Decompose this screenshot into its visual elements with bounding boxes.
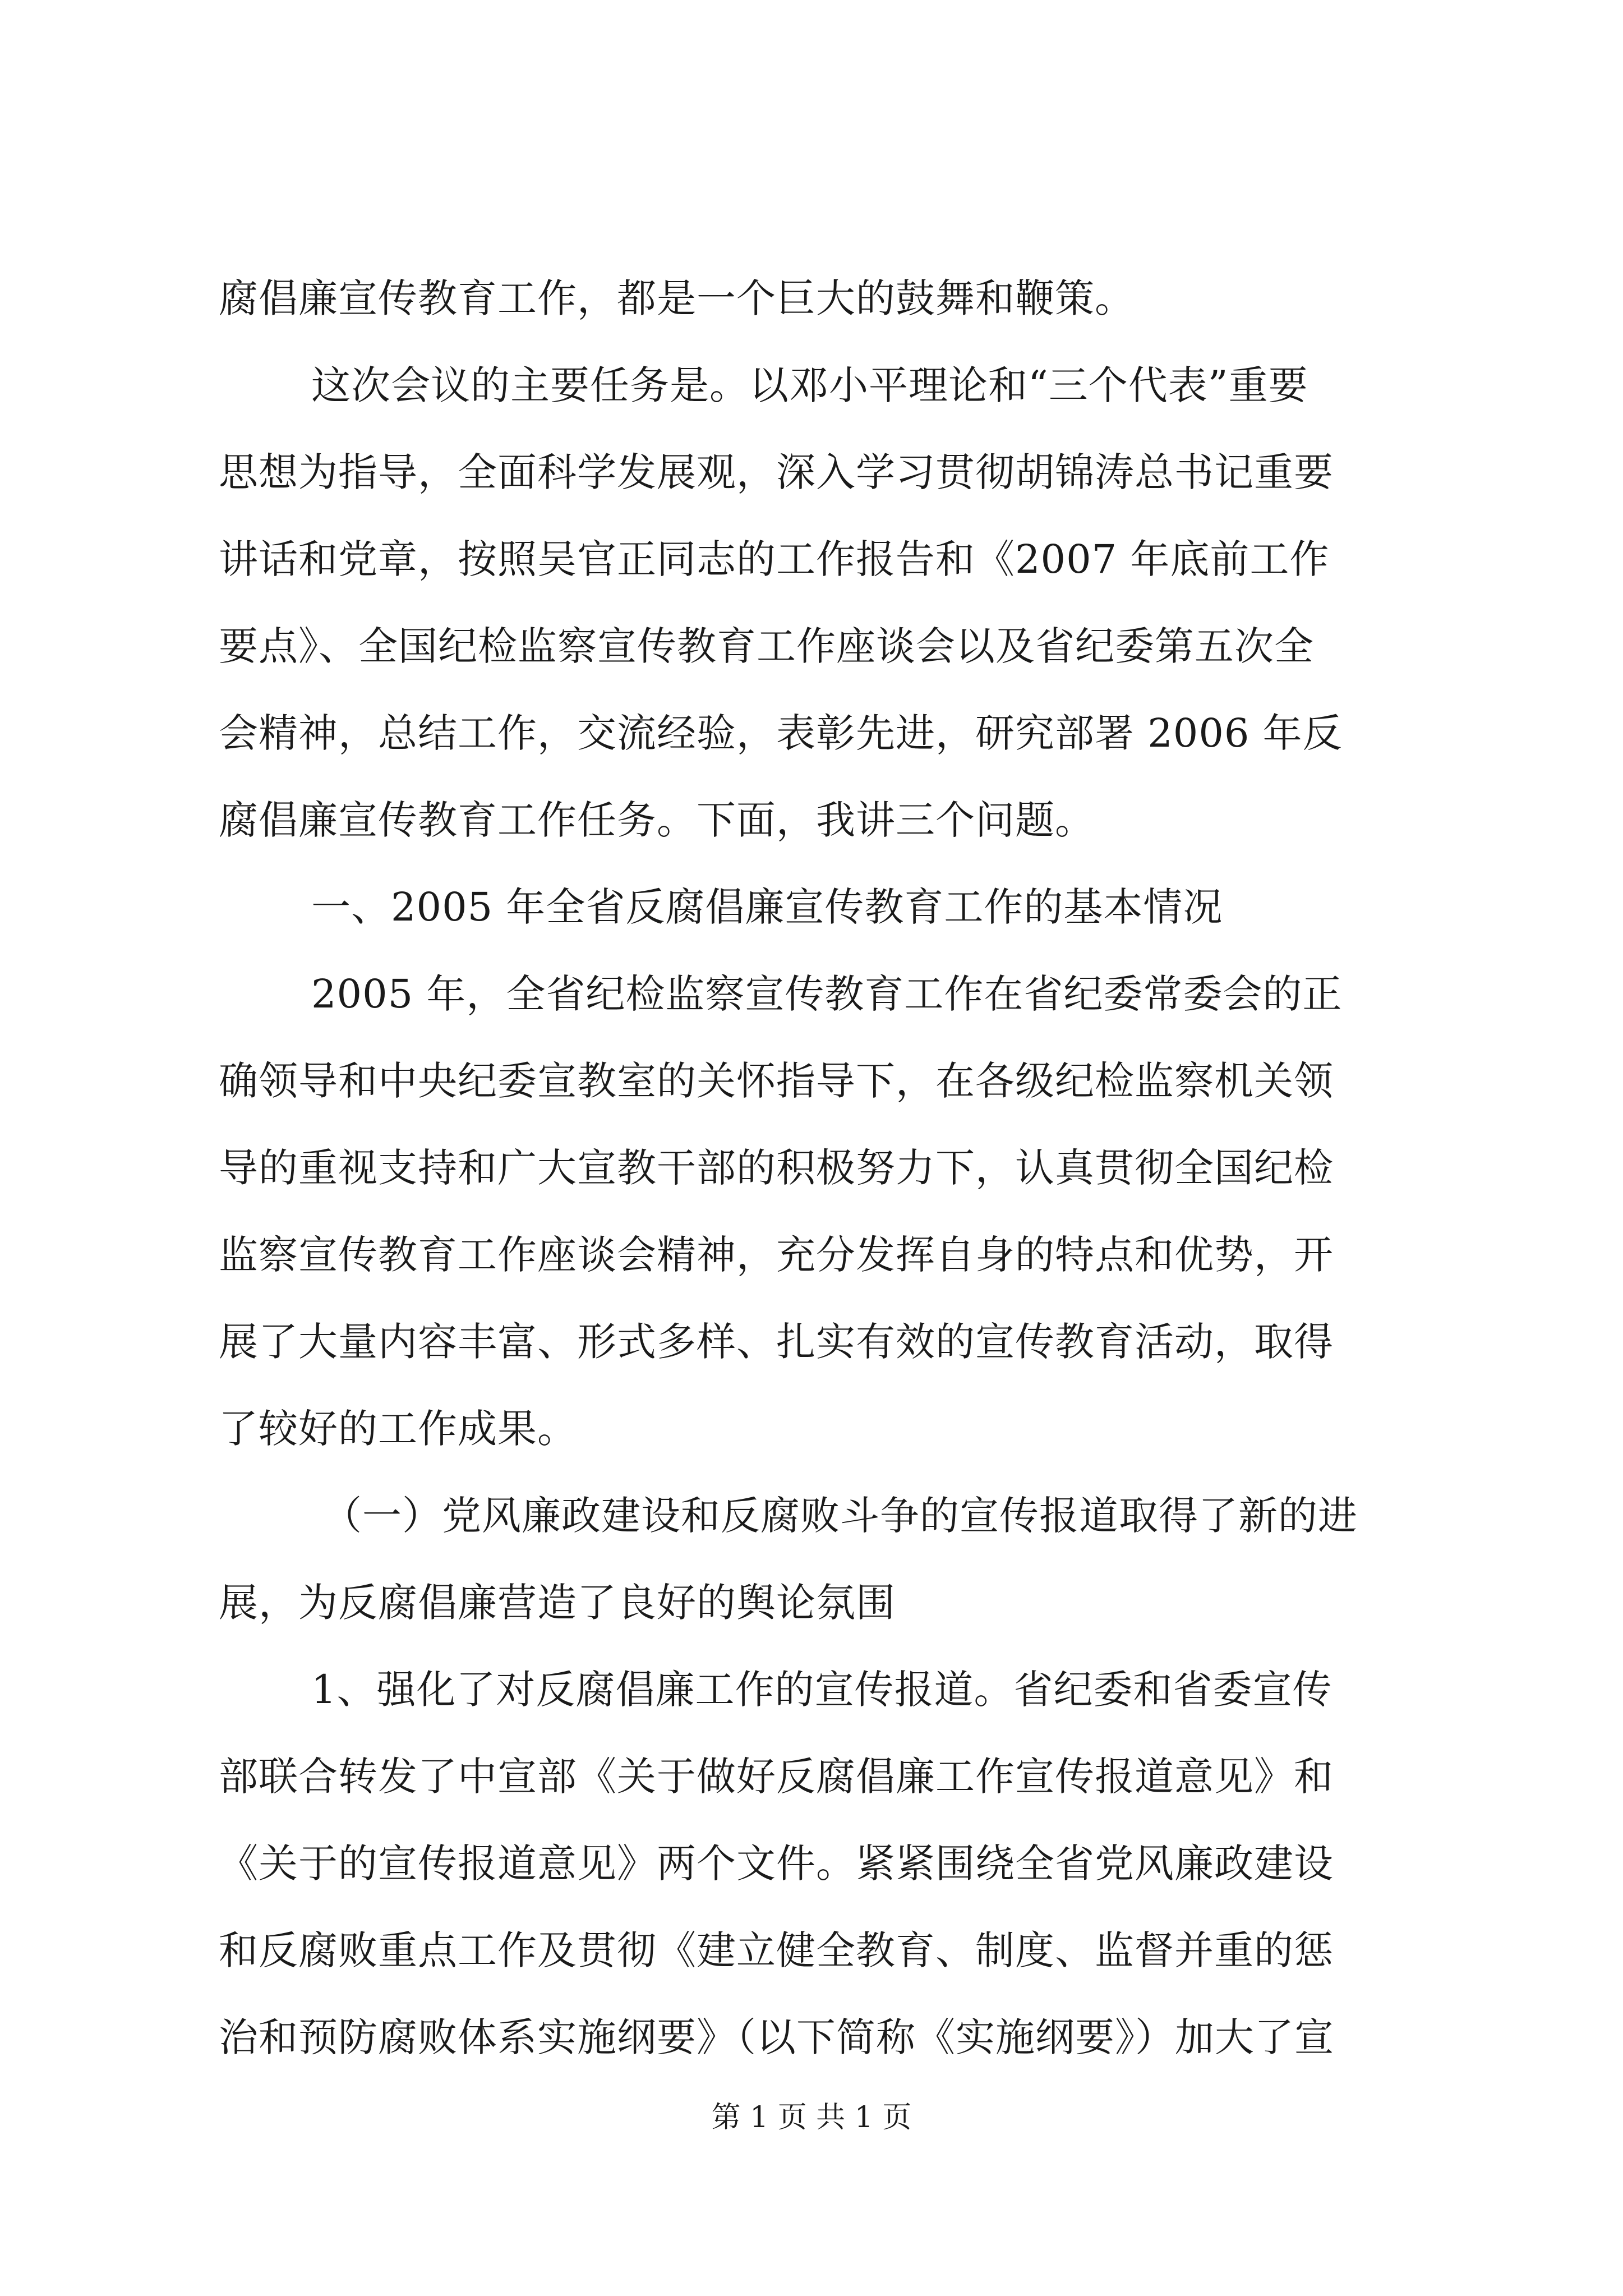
text-line: 这次会议的主要任务是。以邓小平理论和“三个代表”重要 bbox=[311, 362, 1308, 408]
text-line: 确领导和中央纪委宣教室的关怀指导下，在各级纪检监察机关领 bbox=[219, 1058, 1334, 1104]
text-line: 展，为反腐倡廉营造了良好的舆论氛围 bbox=[219, 1580, 896, 1626]
text-line: 《关于的宣传报道意见》两个文件。紧紧围绕全省党风廉政建设 bbox=[219, 1841, 1334, 1887]
page-footer bbox=[0, 2098, 1623, 2137]
page-number: 第 1 页 共 1 页 bbox=[711, 2101, 912, 2134]
text-line: 了较好的工作成果。 bbox=[219, 1406, 577, 1452]
text-line: 治和预防腐败体系实施纲要》（以下简称《实施纲要》）加大了宣 bbox=[219, 2014, 1334, 2060]
document-body bbox=[219, 255, 1410, 2081]
text-line: 要点》、全国纪检监察宣传教育工作座谈会以及省纪委第五次全 bbox=[219, 623, 1314, 669]
text-line: 部联合转发了中宣部《关于做好反腐倡廉工作宣传报道意见》和 bbox=[219, 1754, 1334, 1800]
text-line: 讲话和党章，按照吴官正同志的工作报告和《2007 年底前工作 bbox=[219, 536, 1330, 582]
text-line: 监察宣传教育工作座谈会精神，充分发挥自身的特点和优势，开 bbox=[219, 1232, 1334, 1278]
text-line: 腐倡廉宣传教育工作，都是一个巨大的鼓舞和鞭策。 bbox=[219, 275, 1135, 321]
text-line: 1、强化了对反腐倡廉工作的宣传报道。省纪委和省委宣传 bbox=[311, 1667, 1332, 1713]
text-line: 2005 年，全省纪检监察宣传教育工作在省纪委常委会的正 bbox=[311, 971, 1343, 1017]
text-line: 导的重视支持和广大宣教干部的积极努力下，认真贯彻全国纪检 bbox=[219, 1145, 1334, 1191]
subsection-heading: （一）党风廉政建设和反腐败斗争的宣传报道取得了新的进 bbox=[322, 1493, 1358, 1539]
text-line: 展了大量内容丰富、形式多样、扎实有效的宣传教育活动，取得 bbox=[219, 1319, 1334, 1365]
text-line: 会精神，总结工作，交流经验，表彰先进，研究部署 2006 年反 bbox=[219, 710, 1343, 756]
text-line: 腐倡廉宣传教育工作任务。下面，我讲三个问题。 bbox=[219, 797, 1095, 843]
text-line: 思想为指导，全面科学发展观，深入学习贯彻胡锦涛总书记重要 bbox=[219, 449, 1334, 495]
section-heading: 一、2005 年全省反腐倡廉宣传教育工作的基本情况 bbox=[311, 884, 1223, 930]
text-line: 和反腐败重点工作及贯彻《建立健全教育、制度、监督并重的惩 bbox=[219, 1927, 1334, 1973]
